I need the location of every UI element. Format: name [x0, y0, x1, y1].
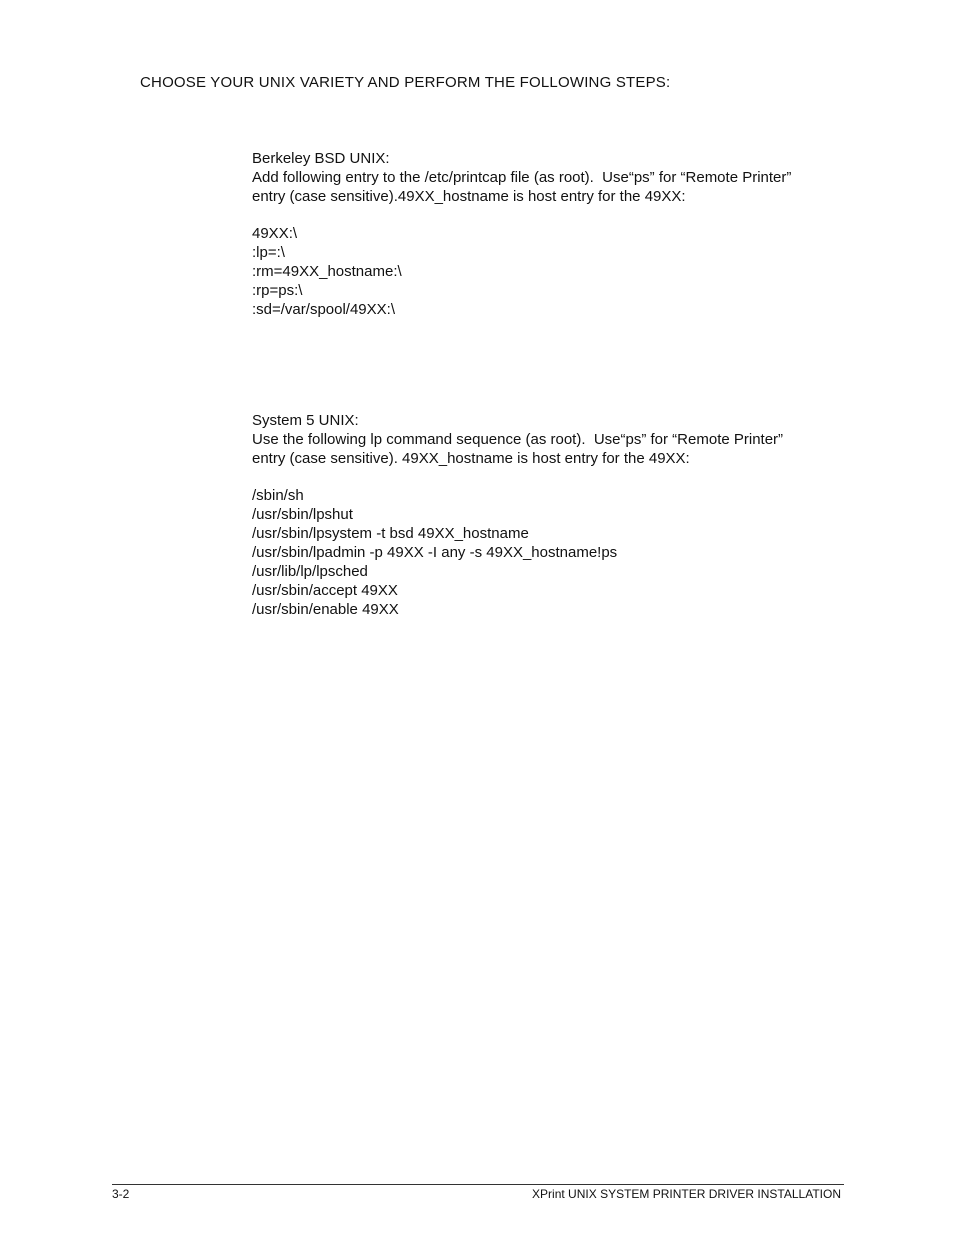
- page-heading: CHOOSE YOUR UNIX VARIETY AND PERFORM THE FOLLOWING STEPS:: [140, 74, 671, 91]
- command-line: /usr/sbin/lpshut: [252, 506, 353, 523]
- bsd-unix-section: [252, 149, 852, 319]
- system5-unix-section: [252, 411, 852, 619]
- printcap-line: :rp=ps:\: [252, 282, 303, 299]
- footer-divider: [112, 1184, 844, 1185]
- page-number: 3-2: [112, 1187, 130, 1201]
- printcap-line: :sd=/var/spool/49XX:\: [252, 301, 395, 318]
- command-line: /usr/sbin/lpadmin -p 49XX -I any -s 49XX_hostname!ps: [252, 544, 618, 561]
- footer-title: XPrint UNIX SYSTEM PRINTER DRIVER INSTALLATION: [532, 1187, 841, 1201]
- instruction-line: Add following entry to the /etc/printcap file (as root). Use“ps” for “Remote Printer”: [252, 169, 792, 186]
- command-line: /sbin/sh: [252, 487, 304, 504]
- instruction-line: entry (case sensitive). 49XX_hostname is host entry for the 49XX:: [252, 450, 690, 467]
- command-line: /usr/lib/lp/lpsched: [252, 563, 368, 580]
- printcap-line: 49XX:\: [252, 225, 298, 242]
- command-line: /usr/sbin/enable 49XX: [252, 601, 399, 618]
- section-title: Berkeley BSD UNIX:: [252, 150, 390, 167]
- printcap-line: :lp=:\: [252, 244, 285, 261]
- command-line: /usr/sbin/lpsystem -t bsd 49XX_hostname: [252, 525, 529, 542]
- command-line: /usr/sbin/accept 49XX: [252, 582, 398, 599]
- printcap-line: :rm=49XX_hostname:\: [252, 263, 402, 280]
- instruction-line: entry (case sensitive).49XX_hostname is host entry for the 49XX:: [252, 188, 686, 205]
- section-title: System 5 UNIX:: [252, 412, 359, 429]
- instruction-line: Use the following lp command sequence (as root). Use“ps” for “Remote Printer”: [252, 431, 784, 448]
